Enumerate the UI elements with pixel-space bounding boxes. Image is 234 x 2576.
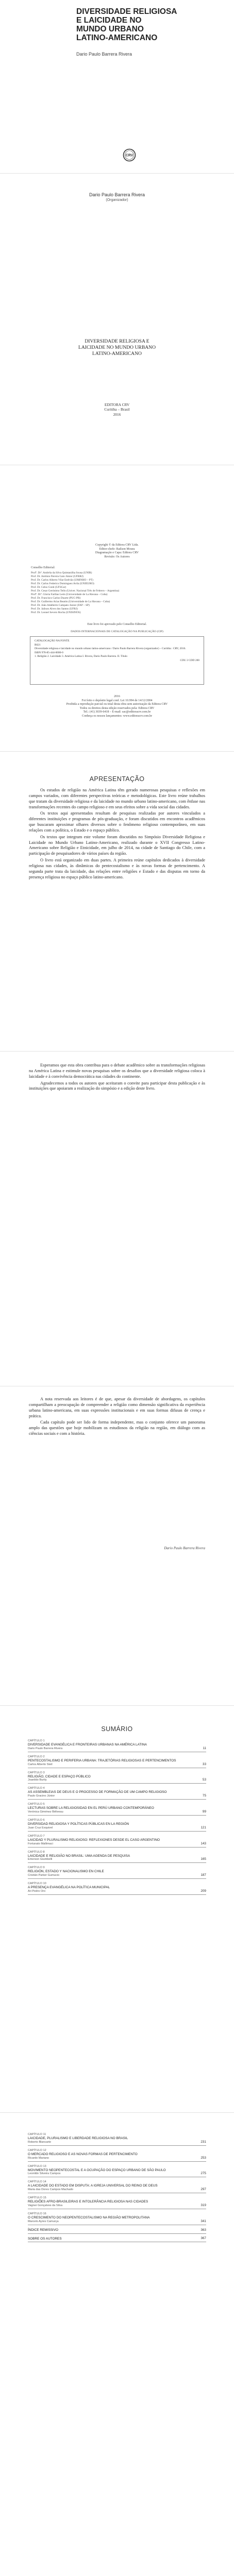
cip-box: [30, 636, 204, 685]
toc-chapter: CAPÍTULO 15: [28, 2196, 46, 2200]
paragraph: Os estudos de religião na América Latina têm gerado numerosas pesquisas e reflexões em campos variados, com diferentes perspectivas teóricas e metodológicas. Este livro reúne trabalhos que tratam da diversidade religiosa e da laicidade no mundo urbano latino-americano, com ênfase nas transformações recentes do campo religioso e em seus efeitos sobre a vida social das cidades.: [29, 788, 205, 809]
toc-chapter: CAPÍTULO 9: [28, 1866, 45, 1870]
toc-chapter: CAPÍTULO 13: [28, 2164, 46, 2168]
council-member: Prof. Dr. João Adalberto Campato Junior (FAP – SP): [31, 604, 90, 607]
toc-chapter: CAPÍTULO 5: [28, 1803, 45, 1806]
toc-chapter-author: Cristián Parker Gumucio: [28, 1874, 59, 1877]
toc-entry[interactable]: [28, 1880, 206, 1895]
paragraph: Os textos que integram este volume foram discutidos no Simpósio Diversidade Religiosa e Laicidade no Mundo Urbano Latino-Americano, realizado durante o XVII Congresso Latino-Americano sobre Religião e Etnicidade, em julho de 2014, na cidade de Santiago do Chile, com a participação de pesquisadores de vários países da região.: [29, 834, 205, 856]
toc-chapter-author: Leonildo Silveira Campos: [28, 2172, 61, 2176]
credits-footer-line: Todos os direitos desta edição reservados pela: Editora CRV: [79, 706, 155, 710]
toc-page-number: 53: [202, 1778, 206, 1782]
council-member: Prof. Dr. Francisco Carlos Duarte (PUC-PR): [31, 597, 81, 600]
credit-line: Diagramação e Capa: Editora CRV: [95, 551, 139, 555]
cover-title-line: DIVERSIDADE RELIGIOSA: [76, 7, 177, 16]
toc-entry[interactable]: [28, 2211, 206, 2225]
toc-entry[interactable]: [28, 1754, 206, 1768]
council-member: Prof. Dr. Jailson Alves dos Santos (UFRJ): [31, 607, 78, 611]
toc-page-number: 275: [200, 2172, 206, 2176]
toc-chapter: CAPÍTULO 2: [28, 1755, 45, 1758]
credits-footer-line: 2016: [114, 695, 120, 698]
toc-chapter-title: PENTECOSTALISMO E PERIFERIA URBANA: TRAJETÓRIAS RELIGIOSAS E PERTENCIMENTOS: [28, 1758, 176, 1762]
toc-chapter-title: RELIGIÃO, CIDADE E ESPAÇO PÚBLICO: [28, 1774, 91, 1778]
credits-footer-line: Proibida a reprodução parcial ou total desta obra sem autorização da Editora CRV: [66, 703, 168, 706]
paragraph: Agradecemos a todos os autores que aceitaram o convite para participar desta publicação e às instituições que apoiaram a realização do simpósio e a edição deste livro.: [29, 1080, 205, 1091]
toc-chapter-author: Vagner Gonçalves da Silva: [28, 2204, 63, 2207]
toc-chapter: CAPÍTULO 3: [28, 1771, 45, 1774]
council-member: Prof. Dr. Cesar Gerónimo Tello (Univer. Nacional Três de Febrero – Argentina): [31, 589, 120, 592]
credits-page: [0, 465, 234, 751]
credits-footer-line: Tel.: (41) 3039-6418 – E-mail: sac@editoracrv.com.br: [83, 710, 151, 714]
cip-line: R621: [35, 643, 41, 647]
cip-header-text: DADOS INTERNACIONAIS DE CATALOGAÇÃO NA PUBLICAÇÃO (CIP): [71, 630, 163, 633]
toc-chapter-title: ÍNDICE REMISSIVO: [28, 2228, 58, 2232]
title-page-author: Dario Paulo Barrera Rivera: [89, 192, 145, 197]
toc-entry[interactable]: [28, 1785, 206, 1800]
toc-page-number: 121: [200, 1825, 206, 1829]
presentation-page-1: [0, 751, 234, 1051]
toc-chapter-author: Paulo Gracino Júnior: [28, 1794, 55, 1798]
toc-entry[interactable]: [28, 2195, 206, 2209]
toc-chapter-title: RELIGIÕES AFRO-BRASILEIRAS E INTOLERÂNCIA RELIGIOSA NAS CIDADES: [28, 2200, 148, 2204]
credit-line: Revisão: Os Autores: [104, 555, 130, 558]
toc-chapter-title: AS ASSEMBLEIAS DE DEUS E O PROCESSO DE FORMAÇÃO DE UM CAMPO RELIGIOSO: [28, 1790, 167, 1794]
toc-chapter-title: A LAICIDADE DO ESTADO EM DISPUTA: A IGREJA UNIVERSAL DO REINO DE DEUS: [28, 2184, 158, 2188]
presentation-page-3: [0, 1386, 234, 1705]
toc-page-1: [0, 1705, 234, 2112]
cover-title-line: LATINO-AMERICANO: [76, 33, 158, 42]
title-page-title-line: DIVERSIDADE RELIGIOSA E: [85, 338, 149, 344]
council-member: Prof. Dr. Guillermo Arias Beatón (Universidade de La Havana – Cuba): [31, 600, 110, 603]
credits-footer-line: Conheça os nossos lançamentos: www.editoracrv.com.br: [81, 714, 153, 718]
council-member: Prof. Dr. Celso Conti (UFSCar): [31, 586, 66, 589]
toc-chapter-author: Roberto Blancarte: [28, 2140, 52, 2144]
toc-entry[interactable]: [28, 2131, 206, 2146]
toc-chapter: CAPÍTULO 8: [28, 1850, 45, 1854]
toc-chapter-title: LAICIDAD Y PLURALISMO RELIGIOSO: REFLEXIONES DESDE EL CASO ARGENTINO: [28, 1838, 160, 1842]
toc-chapter-author: Emerson Giumbelli: [28, 1858, 53, 1861]
publisher-year: 2016: [113, 412, 121, 417]
approval-notice-text: Este livro foi aprovado pelo Conselho Editorial.: [87, 623, 147, 626]
toc-entry[interactable]: [28, 2163, 206, 2178]
toc-chapter-title: LAICIDADE, PLURALISMO E LIBERDADE RELIGIOSA NO BRASIL: [28, 2137, 128, 2140]
toc-chapter: CAPÍTULO 12: [28, 2148, 46, 2152]
cover-title-line: MUNDO URBANO: [76, 25, 144, 33]
toc-chapter-title: DIVERSIDADE EVANGÉLICA E FRONTEIRAS URBANAS NA AMÉRICA LATINA: [28, 1743, 147, 1747]
toc-entry[interactable]: [28, 1738, 206, 1752]
toc-chapter-title: A PRESENÇA EVANGÉLICA NA POLÍTICA MUNICIPAL: [28, 1886, 110, 1890]
toc-chapter: CAPÍTULO 10: [28, 1882, 46, 1886]
toc-entry[interactable]: [28, 1817, 206, 1832]
toc-entry[interactable]: [28, 2227, 206, 2234]
paragraph: Esperamos que esta obra contribua para o debate acadêmico sobre as transformações religiosas na América Latina e estimule novas pesquisas sobre os desafios que a diversidade religiosa coloca à laicidade e à convivência democrática nas cidades do continente.: [29, 1063, 205, 1079]
council-member: Profª. Drª. Andréia da Silva Quintanilha Sousa (UNIR): [31, 571, 92, 574]
toc-page-number: 341: [200, 2219, 206, 2223]
toc-chapter-title: O MERCADO RELIGIOSO E AS NOVAS FORMAS DE PERTENCIMENTO: [28, 2152, 138, 2156]
credits-footer: [0, 695, 234, 719]
toc-page-number: 11: [203, 1746, 206, 1750]
cip-line: ISBN 978-85-444-0000-0: [35, 651, 63, 654]
logo-text: CRV: [125, 154, 133, 158]
toc-chapter-author: Dario Paulo Barrera Rivera: [28, 1747, 63, 1750]
toc-page-number: 165: [200, 1857, 206, 1861]
toc-chapter-author: Marcelo Ayres Camurça: [28, 2219, 59, 2223]
paragraph: Cada capítulo pode ser lido de forma independente, mas o conjunto oferece um panorama amplo das questões que hoje mobilizam os estudiosos da religião na região, em diálogo com as ciências sociais e com a história.: [29, 1420, 205, 1436]
credits-footer-line: Foi feito o depósito legal conf. Lei 10.994 de 14/12/2004: [81, 699, 153, 702]
paragraph: O livro está organizado em duas partes. A primeira reúne capítulos dedicados à diversidade religiosa nas cidades, às dinâmicas do pentecostalismo e às novas formas de pertencimento. A segunda parte trata da laicidade, das relações entre religiões e Estado e das disputas em torno da presença religiosa no espaço público latino-americano.: [29, 858, 205, 879]
council-member: Prof. Dr. Carlos Federico Dominguez Avila (UNIEURO): [31, 582, 94, 585]
toc-chapter: CAPÍTULO 1: [28, 1739, 45, 1742]
toc-chapter: CAPÍTULO 4: [28, 1787, 45, 1790]
toc-page-number: 187: [200, 1873, 206, 1877]
cover-page: [0, 0, 234, 173]
toc-chapter-author: Carlos Alberto Steil: [28, 1762, 53, 1766]
toc-chapter-title: SOBRE OS AUTORES: [28, 2236, 62, 2241]
credits-header: [0, 544, 234, 559]
editorial-council-list: [31, 571, 160, 615]
toc-chapter-author: Verónica Giménez Béliveau: [28, 1810, 63, 1814]
toc-page-number: 363: [200, 2228, 206, 2232]
council-member: Prof. Dr. Antônio Pereira Gaio Júnior (UFRRJ): [31, 575, 83, 578]
cip-line: 1. Religião 2. Laicidade 3. América Latina I. Rivera, Dario Paulo Barrera. II. Título: [35, 655, 128, 658]
title-page-author-block: [0, 192, 234, 202]
toc-chapter-title: DIVERSIDAD RELIGIOSA Y POLÍTICAS PÚBLICAS EN LA REGIÓN: [28, 1822, 129, 1826]
toc-entry[interactable]: [28, 1849, 206, 1863]
presentation-text-1: [29, 788, 205, 882]
toc-chapter: CAPÍTULO 11: [28, 2133, 46, 2136]
council-member: Profª. Drª. Gloria Fariñas León (Universidade de La Havana – Cuba): [31, 593, 108, 596]
presentation-page-2: [0, 1051, 234, 1386]
toc-list-1: [28, 1738, 206, 1896]
toc-page-number: 209: [200, 1889, 206, 1893]
toc-page-2: [0, 2112, 234, 2576]
cip-line: CATALOGAÇÃO NA FONTE: [35, 639, 70, 642]
toc-chapter: CAPÍTULO 6: [28, 1818, 45, 1822]
title-page: [0, 173, 234, 465]
council-member: Prof. Dr. Leonel Severo Rocha (UNISINOS): [31, 611, 81, 614]
toc-entry[interactable]: [28, 2179, 206, 2193]
toc-chapter: CAPÍTULO 16: [28, 2212, 46, 2215]
toc-chapter-author: Ricardo Mariano: [28, 2156, 49, 2160]
toc-page-number: 297: [200, 2188, 206, 2192]
toc-chapter-title: MOVIMENTO NEOPENTECOSTAL E A OCUPAÇÃO DO ESPAÇO URBANO DE SÃO PAULO: [28, 2168, 166, 2172]
title-page-title-line: LAICIDADE NO MUNDO URBANO: [78, 345, 156, 350]
toc-page-number: 75: [202, 1794, 206, 1798]
presentation-title: APRESENTAÇÃO: [89, 775, 145, 783]
publisher-city: Curitiba – Brasil: [104, 407, 130, 412]
toc-page-number: 367: [200, 2236, 206, 2241]
credit-line: Copyright © da Editora CRV Ltda.: [95, 544, 139, 547]
toc-chapter-author: Joanildo Burity: [28, 1778, 47, 1782]
toc-entry[interactable]: [28, 1801, 206, 1816]
credit-line: Editor-chefe: Railson Moura: [99, 547, 135, 551]
publisher-block: [0, 402, 234, 417]
crv-logo-icon: [123, 148, 136, 162]
toc-list-2: [28, 2131, 206, 2244]
toc-chapter-author: Ari Pedro Oro: [28, 1889, 46, 1893]
toc-page-number: 319: [200, 2203, 206, 2207]
toc-entry[interactable]: [28, 1770, 206, 1784]
cover-title: [76, 7, 210, 42]
toc-title: SUMÁRIO: [101, 1725, 133, 1733]
paragraph: A nota reservada aos leitores é de que, apesar da diversidade de abordagens, os capítulos compartilham a preocupação de compreender a religião como dimensão significativa da experiência urbana latino-americana, em suas expressões institucionais e em suas formas difusas de crença e prática.: [29, 1397, 205, 1418]
toc-chapter-author: Juan Cruz Esquivel: [28, 1826, 53, 1829]
title-page-role: (Organizador): [106, 198, 128, 202]
toc-entry[interactable]: [28, 1865, 206, 1879]
cip-line: Diversidade religiosa e laicidade no mundo urbano latino-americano / Dario Paulo Barrera Rivera (organizador) – Curitiba : CRV, 2016.: [35, 647, 186, 651]
toc-chapter-author: Fortunato Mallimaci: [28, 1842, 53, 1845]
toc-entry[interactable]: [28, 2147, 206, 2162]
toc-page-number: 231: [200, 2140, 206, 2144]
toc-chapter: CAPÍTULO 14: [28, 2180, 46, 2184]
toc-page-number: 99: [202, 1809, 206, 1814]
toc-chapter-title: LAICIDADE E RELIGIÃO NO BRASIL: UMA AGENDA DE PESQUISA: [28, 1854, 130, 1858]
toc-page-number: 143: [200, 1841, 206, 1845]
toc-page-number: 253: [200, 2156, 206, 2160]
publisher-name: EDITORA CRV: [104, 402, 130, 407]
presentation-signature: Dario Paulo Barrera Rivera: [164, 1546, 205, 1550]
cover-author: Dario Paulo Barrera Rivera: [76, 52, 132, 57]
title-page-title-line: LATINO-AMERICANO: [92, 351, 142, 357]
toc-entry[interactable]: [28, 1833, 206, 1848]
toc-chapter-title: LECTURAS SOBRE LA RELIGIOSIDAD EN EL PERÚ URBANO CONTEMPORÁNEO: [28, 1806, 154, 1810]
toc-chapter-title: O CRESCIMENTO DO NEOPENTECOSTALISMO NA REGIÃO METROPOLITANA: [28, 2215, 150, 2219]
cover-title-line: E LAICIDADE NO: [76, 16, 142, 25]
toc-chapter-title: RELIGIÓN, ESTADO Y NACIONALISMO EN CHILE: [28, 1870, 104, 1874]
cip-header: [0, 630, 234, 634]
presentation-text-2: [29, 1063, 205, 1093]
toc-chapter: CAPÍTULO 7: [28, 1834, 45, 1838]
toc-entry[interactable]: [28, 2235, 206, 2243]
approval-notice: [0, 623, 234, 627]
council-member: Prof. Dr. Carlos Alberto Vilar Estêvão (UMINHO – PT): [31, 579, 93, 582]
council-heading: Conselho Editorial:: [31, 566, 55, 569]
toc-page-number: 33: [202, 1762, 206, 1766]
cip-line: CDU 2 CDD 200: [180, 658, 199, 662]
paragraph: Os textos aqui apresentados resultam de pesquisas realizadas por autores vinculados a diferentes instituições e programas de pós-graduação, e foram discutidos em encontros acadêmicos que buscaram aproximar olhares diversos sobre o fenômeno religioso contemporâneo, em suas relações com a política, o Estado e o espaço público.: [29, 811, 205, 833]
presentation-text-3: [29, 1397, 205, 1438]
toc-chapter-author: Maria das Dores Campos Machado: [28, 2188, 73, 2192]
title-page-title: [0, 338, 234, 357]
